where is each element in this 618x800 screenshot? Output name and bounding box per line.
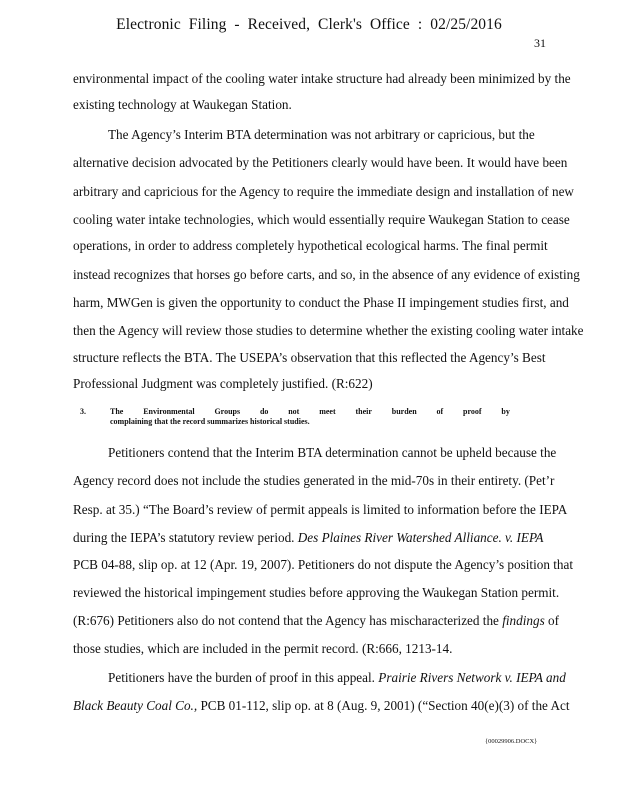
subheading-word: burden bbox=[391, 407, 417, 416]
section-subheading bbox=[80, 407, 530, 426]
case-citation: Prairie Rivers Network v. IEPA and bbox=[378, 670, 566, 685]
text-run: Petitioners have the burden of proof in this appeal. bbox=[108, 670, 379, 685]
subheading-word: Environmental bbox=[143, 407, 195, 416]
subheading-word: meet bbox=[319, 407, 336, 416]
subheading-word: do bbox=[259, 407, 269, 416]
subheading-continuation: complaining that the record summarizes historical studies. bbox=[110, 417, 310, 426]
page-number: 31 bbox=[534, 36, 546, 50]
text-run: during the IEPA’s statutory review period. bbox=[73, 530, 298, 545]
text-line: existing technology at Waukegan Station. bbox=[73, 97, 292, 112]
text-run: (R:676) Petitioners also do not contend that the Agency has mischaracterized the bbox=[73, 613, 503, 628]
document-footer-id: {00029906.DOCX} bbox=[485, 738, 538, 745]
text-line: instead recognizes that horses go before carts, and so, in the absence of any evidence of existing bbox=[73, 267, 580, 282]
filing-header: Electronic Filing - Received, Clerk's Office : 02/25/2016 bbox=[116, 16, 502, 33]
case-citation: Black Beauty Coal Co., bbox=[73, 698, 198, 713]
text-run: PCB 01-112, slip op. at 8 (Aug. 9, 2001) (“Section 40(e)(3) of the Act bbox=[197, 698, 570, 713]
text-line bbox=[73, 530, 593, 546]
subheading-word: not bbox=[288, 407, 300, 416]
text-line: structure reflects the BTA. The USEPA’s observation that this reflected the Agency’s Best bbox=[73, 350, 546, 365]
text-line: environmental impact of the cooling water intake structure had already been minimized by the bbox=[73, 71, 571, 86]
text-line bbox=[108, 670, 618, 686]
text-line: those studies, which are included in the permit record. (R:666, 1213-14. bbox=[73, 641, 453, 656]
text-line bbox=[73, 698, 593, 714]
text-line: Professional Judgment was completely justified. (R:622) bbox=[73, 376, 373, 391]
case-citation: Des Plaines River Watershed Alliance. v. IEPA bbox=[297, 530, 544, 545]
text-line: reviewed the historical impingement studies before approving the Waukegan Station permit. bbox=[73, 585, 560, 600]
subheading-word: by bbox=[501, 407, 510, 416]
text-line: alternative decision advocated by the Petitioners clearly would have been. It would have been bbox=[73, 155, 568, 170]
subheading-word: proof bbox=[463, 407, 482, 416]
text-line: Petitioners contend that the Interim BTA determination cannot be upheld because the bbox=[108, 445, 557, 460]
text-line: operations, in order to address completely hypothetical ecological harms. The final permit bbox=[73, 238, 548, 253]
text-line: Resp. at 35.) “The Board’s review of permit appeals is limited to information before the IEPA bbox=[73, 502, 568, 517]
text-line: cooling water intake technologies, which would essentially require Waukegan Station to cease bbox=[73, 212, 570, 227]
text-run: of bbox=[544, 613, 560, 628]
subheading-word: The bbox=[110, 407, 124, 416]
subheading-number: 3. bbox=[80, 407, 86, 416]
text-line: harm, MWGen is given the opportunity to conduct the Phase II impingement studies first, and bbox=[73, 295, 569, 310]
text-line: then the Agency will review those studies to determine whether the existing cooling water intake bbox=[73, 323, 584, 338]
subheading-word: their bbox=[355, 407, 372, 416]
emphasis-text: findings bbox=[502, 613, 545, 628]
subheading-word: of bbox=[436, 407, 444, 416]
text-line: The Agency’s Interim BTA determination was not arbitrary or capricious, but the bbox=[108, 127, 535, 142]
text-line bbox=[73, 613, 593, 629]
subheading-word: Groups bbox=[214, 407, 241, 416]
text-line: arbitrary and capricious for the Agency to require the immediate design and installation of new bbox=[73, 184, 574, 199]
text-line: Agency record does not include the studies generated in the mid-70s in their entirety. (Pet’r bbox=[73, 473, 555, 488]
text-line: PCB 04-88, slip op. at 12 (Apr. 19, 2007). Petitioners do not dispute the Agency’s position that bbox=[73, 557, 574, 572]
